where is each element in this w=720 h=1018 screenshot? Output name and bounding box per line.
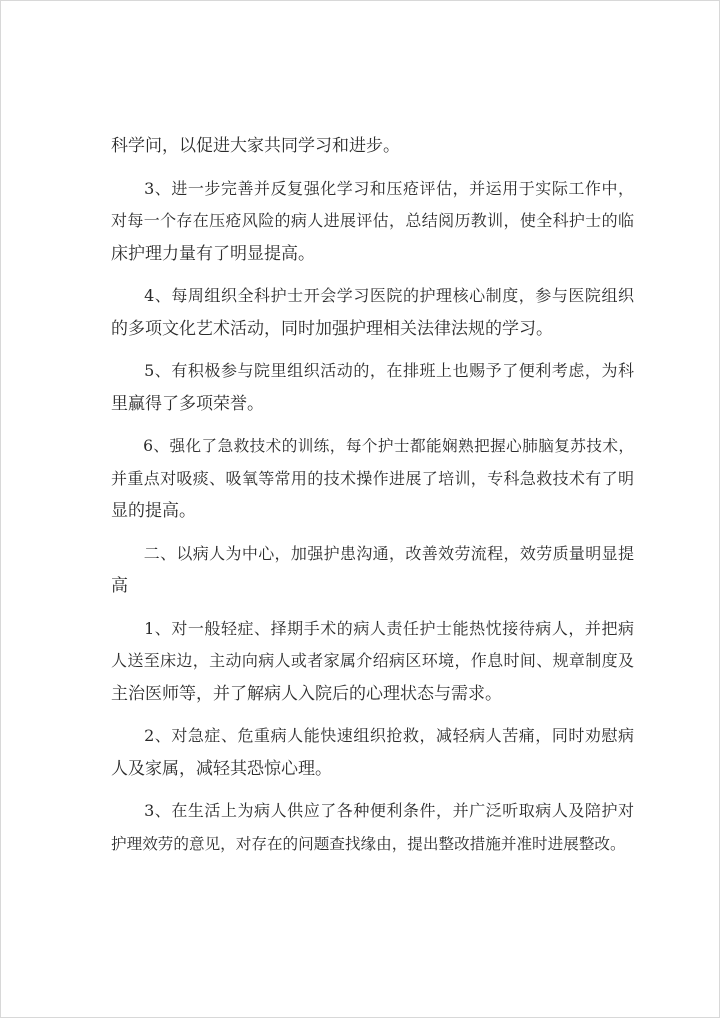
paragraph	[111, 613, 634, 711]
text-line: 1、对一般轻症、择期手术的病人责任护士能热忱接待病人，并把病	[111, 618, 634, 638]
text-line: 科学问，以促进大家共同学习和进步。	[111, 136, 400, 156]
document-body	[111, 130, 634, 870]
paragraph	[111, 173, 634, 271]
text-line: 并重点对吸痰、吸氧等常用的技术操作进展了培训，专科急救技术有了明	[111, 468, 634, 488]
text-line: 高	[111, 576, 128, 596]
text-line: 主治医师等，并了解病人入院后的心理状态与需求。	[111, 683, 502, 704]
text-line: 的多项文化艺术活动，同时加强护理相关法律法规的学习。	[111, 318, 553, 339]
paragraph	[111, 538, 634, 603]
text-line: 对每一个存在压疮风险的病人进展评估，总结阅历教训，使全科护士的临	[111, 211, 634, 230]
text-line: 里赢得了多项荣誉。	[111, 393, 264, 414]
paragraph	[111, 720, 634, 785]
text-line: 二、以病人为中心，加强护患沟通，改善效劳流程，效劳质量明显提	[111, 543, 634, 563]
paragraph	[111, 280, 634, 345]
paragraph	[111, 130, 634, 163]
text-line: 4、每周组织全科护士开会学习医院的护理核心制度，参与医院组织	[111, 286, 634, 305]
text-line: 6、强化了急救技术的训练，每个护士都能娴熟把握心肺脑复苏技术，	[111, 437, 634, 455]
text-line: 人及家属，减轻其恐惊心理。	[111, 758, 332, 779]
paragraph	[111, 430, 634, 528]
paragraph	[111, 795, 634, 860]
text-line: 护理效劳的意见，对存在的问题查找缘由，提出整改措施并准时进展整改。	[111, 834, 626, 853]
text-line: 3、进一步完善并反复强化学习和压疮评估，并运用于实际工作中，	[111, 178, 634, 198]
text-line: 3、在生活上为病人供应了各种便利条件，并广泛听取病人及陪护对	[111, 801, 634, 820]
text-line: 5、有积极参与院里组织活动的，在排班上也赐予了便利考虑，为科	[111, 361, 634, 380]
text-line: 人送至床边，主动向病人或者家属介绍病区环境，作息时间、规章制度及	[111, 651, 634, 670]
text-line: 显的提高。	[111, 501, 196, 521]
text-line: 床护理力量有了明显提高。	[111, 243, 315, 264]
text-line: 2、对急症、危重病人能快速组织抢救，减轻病人苦痛，同时劝慰病	[111, 726, 634, 745]
paragraph	[111, 355, 634, 420]
